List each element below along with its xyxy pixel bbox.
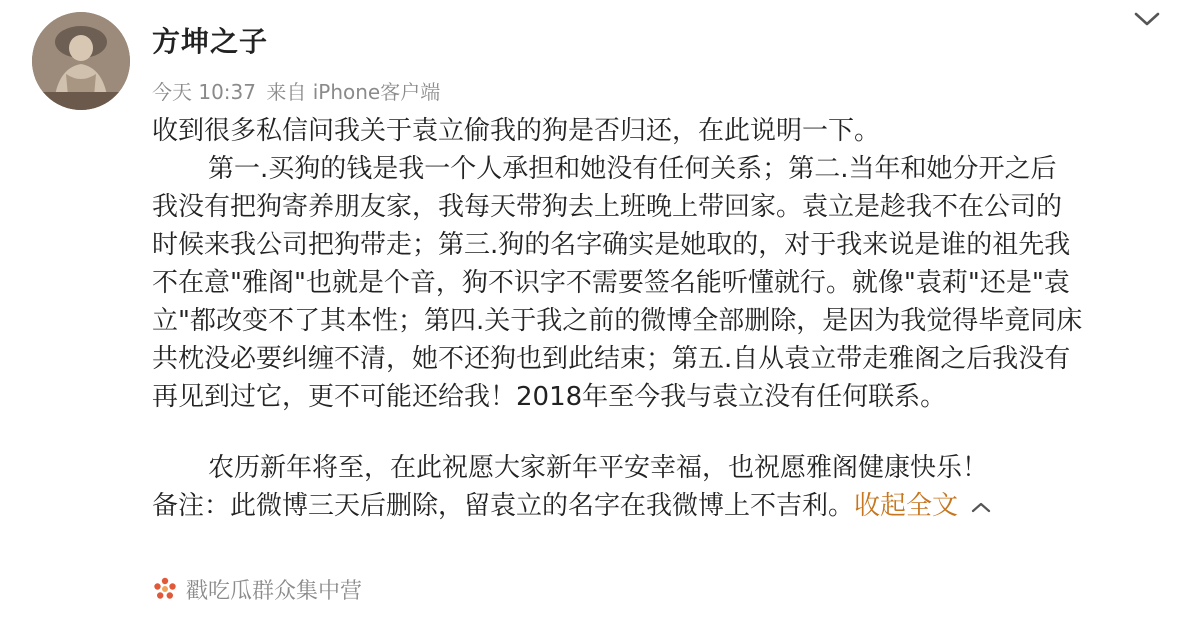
avatar-image	[32, 12, 130, 110]
post-last-line	[152, 487, 1182, 525]
post-line: 第一.买狗的钱是我一个人承担和她没有任何关系；第二.当年和她分开之后	[208, 154, 1057, 184]
post-line: 收到很多私信问我关于袁立偷我的狗是否归还，在此说明一下。	[152, 116, 881, 146]
post-options-button[interactable]	[1130, 6, 1164, 32]
post-line: 不在意"雅阁"也就是个音，狗不识字不需要签名能听懂就行。就像"袁莉"还是"袁	[152, 268, 1070, 298]
post-line: 备注：此微博三天后删除，留袁立的名字在我微博上不吉利。	[152, 491, 855, 521]
post-line: 我没有把狗寄养朋友家，我每天带狗去上班晚上带回家。袁立是趁我不在公司的	[152, 192, 1063, 222]
username[interactable]: 方坤之子	[152, 25, 269, 58]
post-source-device: 来自 iPhone客户端	[266, 80, 441, 104]
post-line: 农历新年将至，在此祝愿大家新年平安幸福，也祝愿雅阁健康快乐！	[208, 453, 989, 483]
collapse-full-text-link[interactable]	[854, 491, 992, 521]
source-link[interactable]	[152, 572, 362, 606]
post-time[interactable]: 今天 10:37	[152, 80, 256, 104]
starburst-icon	[152, 576, 178, 602]
post-line: 时候来我公司把狗带走；第三.狗的名字确实是她取的，对于我来说是谁的祖先我	[152, 230, 1071, 260]
collapse-label: 收起全文	[854, 491, 959, 521]
post-line: 共枕没必要纠缠不清，她不还狗也到此结束；第五.自从袁立带走雅阁之后我没有	[152, 344, 1071, 374]
source-label: 戳吃瓜群众集中营	[186, 578, 363, 604]
paragraph-gap	[152, 416, 1182, 449]
chevron-down-icon	[1130, 6, 1164, 32]
post-body	[152, 112, 1182, 525]
post-line: 立"都改变不了其本性；第四.关于我之前的微博全部删除，是因为我觉得毕竟同床	[152, 306, 1083, 336]
chevron-up-icon	[970, 500, 992, 514]
post-line: 再见到过它，更不可能还给我！2018年至今我与袁立没有任何联系。	[152, 382, 947, 412]
avatar[interactable]	[32, 12, 130, 110]
post-meta	[152, 76, 444, 105]
